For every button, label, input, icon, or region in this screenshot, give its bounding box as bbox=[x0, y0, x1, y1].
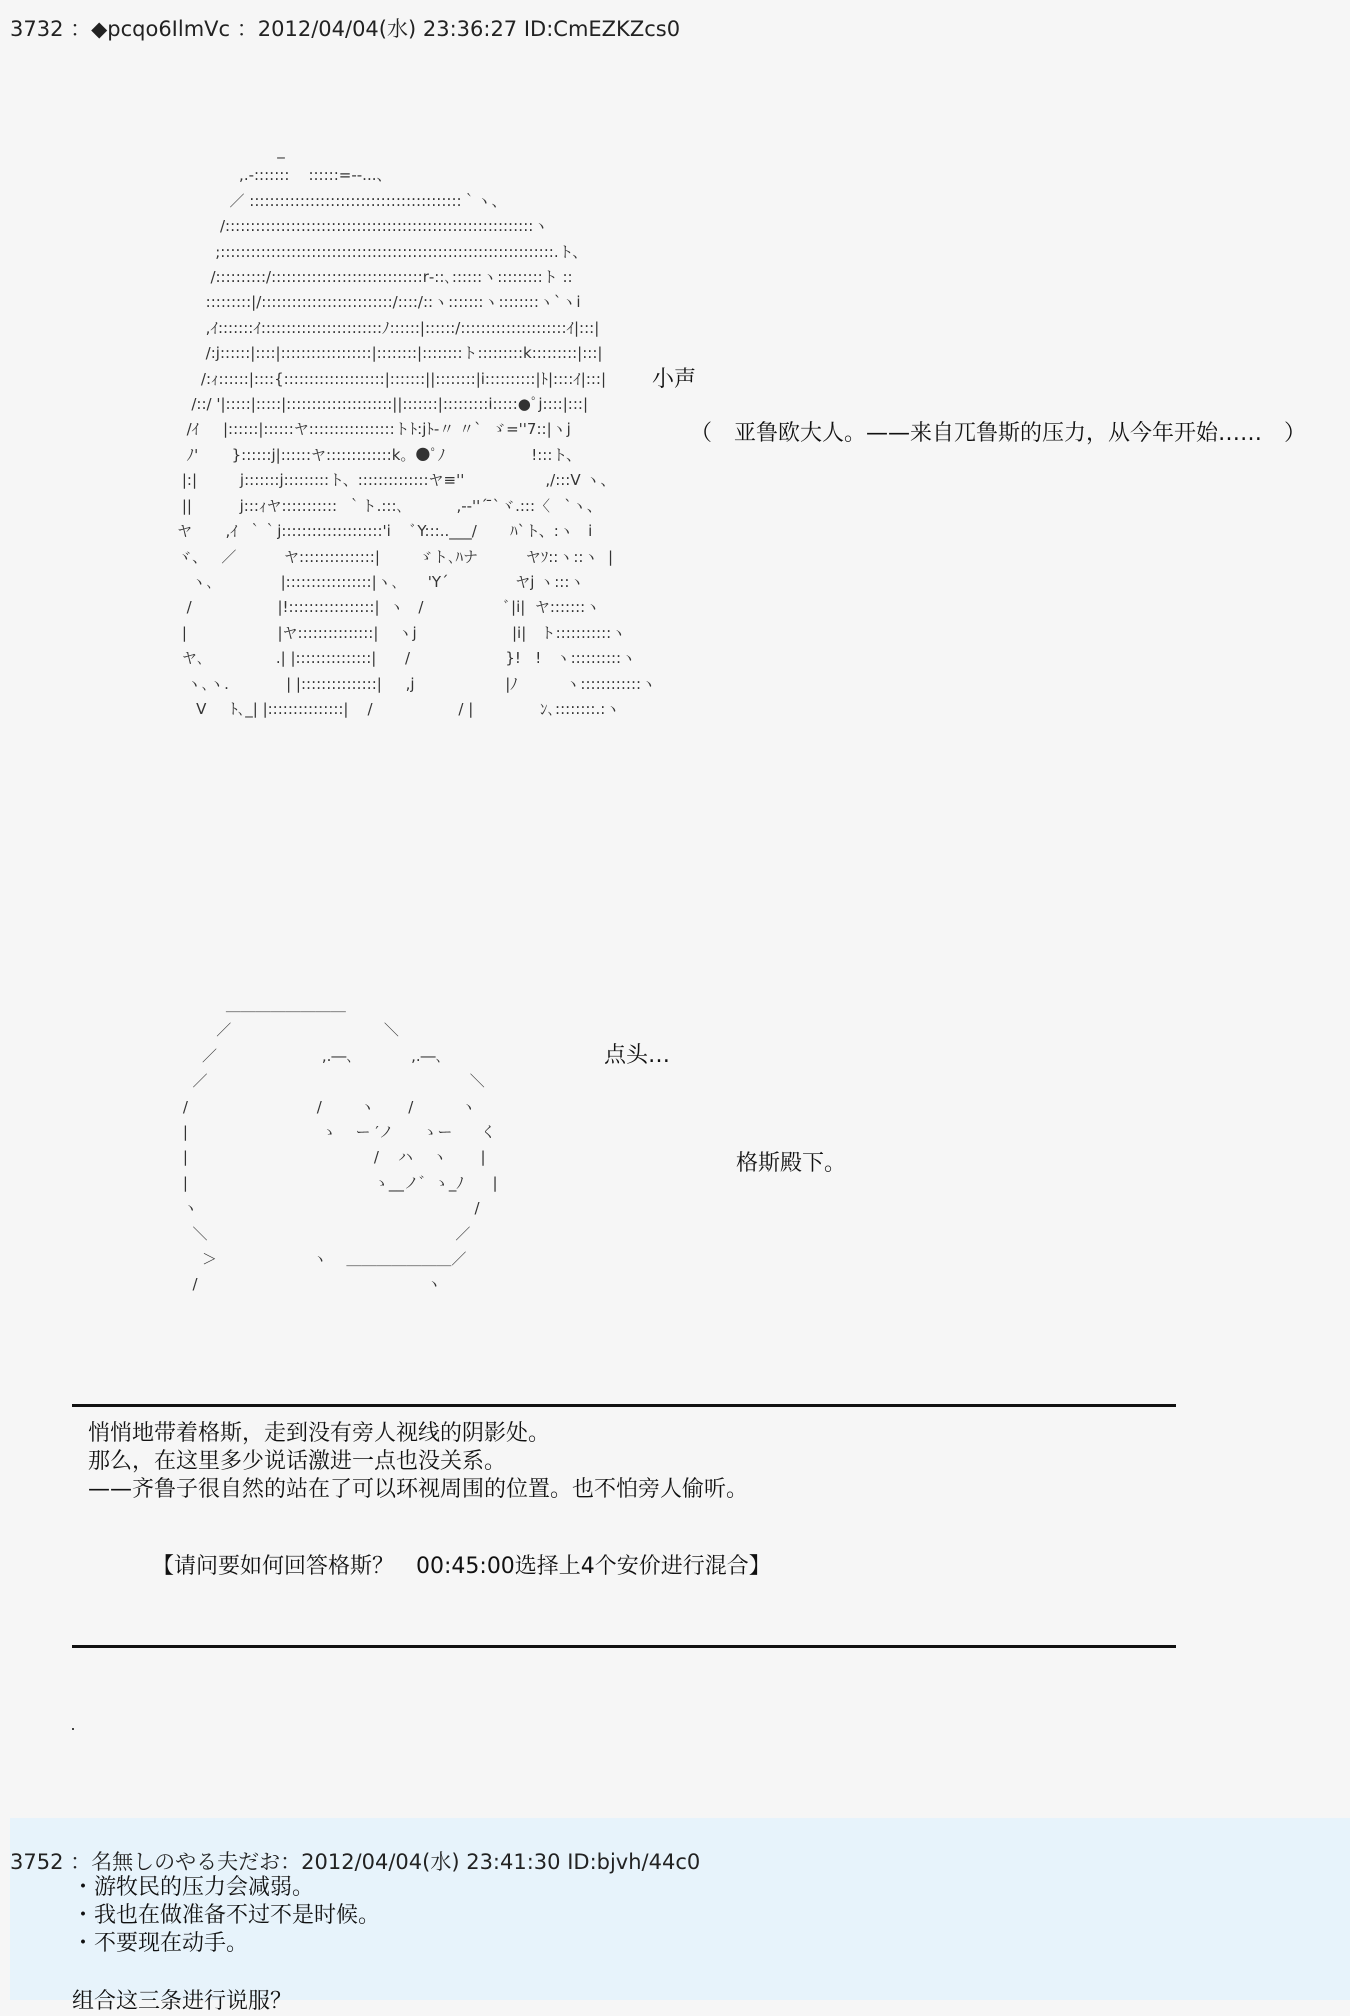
reply-line: ・不要现在动手。 bbox=[72, 1931, 249, 1956]
reply-question: 组合这三条进行说服？ bbox=[72, 1989, 293, 2014]
stray-dot bbox=[72, 1728, 74, 1730]
ascii-art-character-line: :::::::::|/::::::::::::::::::::::::::/::::/::ヽ:::::::ヽ::::::::ヽ`ヽi bbox=[205, 293, 581, 312]
divider-bottom bbox=[72, 1645, 1176, 1648]
ascii-art-face-line: ／ ,.―､ ,.―､ bbox=[201, 1046, 444, 1065]
ascii-art-face-line: ／ ＼ bbox=[216, 1021, 399, 1040]
reply-post bbox=[10, 1818, 1350, 2014]
narration-block bbox=[88, 1420, 748, 1504]
narration-line: 悄悄地带着格斯，走到没有旁人视线的阴影处。 bbox=[88, 1421, 551, 1446]
ascii-art-character-line: ヽ､ヽ. | |:::::::::::::::| ,j |ﾉ ヽ::::::::::::ヽ bbox=[186, 674, 657, 693]
reply-line: ・游牧民的压力会减弱。 bbox=[72, 1875, 315, 1900]
ascii-art-character-line: /:ｨ::::::|::::{::::::::::::::::::::|:::::::||::::::::|i::::::::::|ﾄ|::::ｲ|:::| bbox=[200, 369, 607, 388]
ascii-art-face-line: ＿＿＿＿＿＿＿＿ bbox=[225, 996, 346, 1014]
ascii-art-character-line: |:| j:::::::j:::::::::ト、::::::::::::::ヤ≡'' ,/:::V ヽ、 bbox=[181, 471, 616, 490]
ascii-art-face-line: | / ハ ヽ | bbox=[182, 1148, 486, 1167]
ascii-art-face-line: / ヽ bbox=[140, 1275, 442, 1294]
caption-whisper: 小声 bbox=[652, 367, 697, 392]
ascii-art-face bbox=[140, 993, 498, 1298]
ascii-art-character-line: || j:::ｨヤ::::::::::: ｀ト.:::､ ,-‐''´ ̄`ヾ.:::〈 `ヽ、 bbox=[181, 496, 602, 515]
reply-post-header: 3752 ：名無しのやる夫だお：2012/04/04(水) 23:41:30 ID:bjvh/44c0 bbox=[10, 1850, 701, 1874]
reply-post-body bbox=[72, 1874, 380, 2016]
caption-nod: 点头… bbox=[604, 1043, 671, 1068]
vote-prompt: 【请问要如何回答格斯？ 00:45:00选择上4个安价进行混合】 bbox=[152, 1554, 771, 1579]
ascii-art-character-line: /::::::::::/::::::::::::::::::::::::::::::r‐::､::::::ヽ:::::::::ト :: bbox=[210, 268, 573, 287]
narration-line: ——齐鲁子很自然的站在了可以环视周围的位置。也不怕旁人偷听。 bbox=[88, 1477, 749, 1502]
ascii-art-character-line: /ｲ |::::::|::::::ヤ:::::::::::::::::トﾄ:jﾄ‐〃 〃` ゞ=''7::|ヽj bbox=[186, 420, 571, 439]
ascii-art-character-line: ヽ､ |:::::::::::::::::|ヽ､ 'Y´ ヤj ヽ:::ヽ bbox=[191, 572, 585, 591]
ascii-art-character-line: ヤ ,ｲ ｀｀j::::::::::::::::::::'i ﾞY:::..___/ ﾊ`ト、:ヽ i bbox=[177, 522, 593, 541]
ascii-art-character-line: /:::::::::::::::::::::::::::::::::::::::::::::::::::::::::::::ヽ bbox=[219, 217, 549, 236]
narration-line: 那么，在这里多少说话激进一点也没关系。 bbox=[88, 1449, 507, 1474]
ascii-art-character-line: /:j::::::|::::|::::::::::::::::::|::::::::|::::::::ト:::::::::k:::::::::|:::| bbox=[205, 344, 603, 363]
ascii-art-face-line: ＼ ／ bbox=[192, 1224, 471, 1243]
ascii-art-character-line: ;::::::::::::::::::::::::::::::::::::::::::::::::::::::::::::::::::.ト、 bbox=[215, 242, 588, 261]
ascii-art-face-line: / / ヽ / ヽ bbox=[182, 1097, 477, 1116]
ascii-art-character-line: ヤ､ .| |:::::::::::::::| / }! ! ヽ::::::::::ヽ bbox=[181, 649, 637, 668]
ascii-art-character-line: /::/ '|:::::|:::::|:::::::::::::::::::::||:::::::|:::::::::i:::::●ﾟj::::|:::| bbox=[191, 395, 589, 414]
ascii-art-face-line: ＞ ヽ ＿＿＿＿＿＿＿／ bbox=[201, 1250, 467, 1269]
ascii-art-character-line: / |!:::::::::::::::::| ヽ / ﾞ|i| ヤ:::::::ヽ bbox=[186, 598, 601, 617]
caption-gus: 格斯殿下。 bbox=[736, 1151, 847, 1176]
reply-line: ・我也在做准备不过不是时候。 bbox=[72, 1903, 381, 1928]
ascii-art-face-line: | ゝ ー ′ノ ゝー く bbox=[182, 1123, 496, 1142]
ascii-art-character-line: ヾ、 ／ ヤ:::::::::::::::| ゞト､ﾊナ ヤｿ::ヽ::ヽ | bbox=[177, 547, 614, 566]
ascii-art-character-line: ﾉ' }::::::j|::::::ヤ:::::::::::::k。●ﾟﾉ !:::ト、 bbox=[186, 445, 582, 464]
divider-top bbox=[72, 1404, 1176, 1407]
ascii-art-face-line: | ゝ__ノ゛ゝ_ﾉ | bbox=[182, 1173, 498, 1192]
ascii-art-character bbox=[158, 138, 656, 722]
ascii-art-character-line: ,.-::::::: ::::::=-‐...、 bbox=[239, 166, 392, 185]
post-header: 3732 ：◆pcqo6IlmVc ：2012/04/04(水) 23:36:27 ID:CmEZKZcs0 bbox=[10, 17, 681, 41]
ascii-art-face-line: ヽ / bbox=[182, 1199, 480, 1218]
caption-dialogue: （ 亚鲁欧大人。——来自兀鲁斯的压力，从今年开始…… ） bbox=[690, 421, 1307, 446]
ascii-art-character-line: | |ヤ:::::::::::::::| ヽj |i| ト:::::::::::ヽ bbox=[181, 623, 627, 642]
ascii-art-face-line: ／ ＼ bbox=[192, 1072, 485, 1091]
ascii-art-character-line: ,ｲ:::::::ｲ::::::::::::::::::::::::ﾉ::::::|::::::/:::::::::::::::::::::ｲ|:::| bbox=[205, 318, 600, 337]
ascii-art-character-line: _ bbox=[277, 141, 285, 159]
ascii-art-character-line: ／ ::::::::::::::::::::::::::::::::::::::::::｀ヽ、 bbox=[229, 191, 507, 210]
ascii-art-character-line: V ﾄ､_| |:::::::::::::::| / / | ﾝ､::::::::.:ヽ bbox=[158, 699, 621, 718]
